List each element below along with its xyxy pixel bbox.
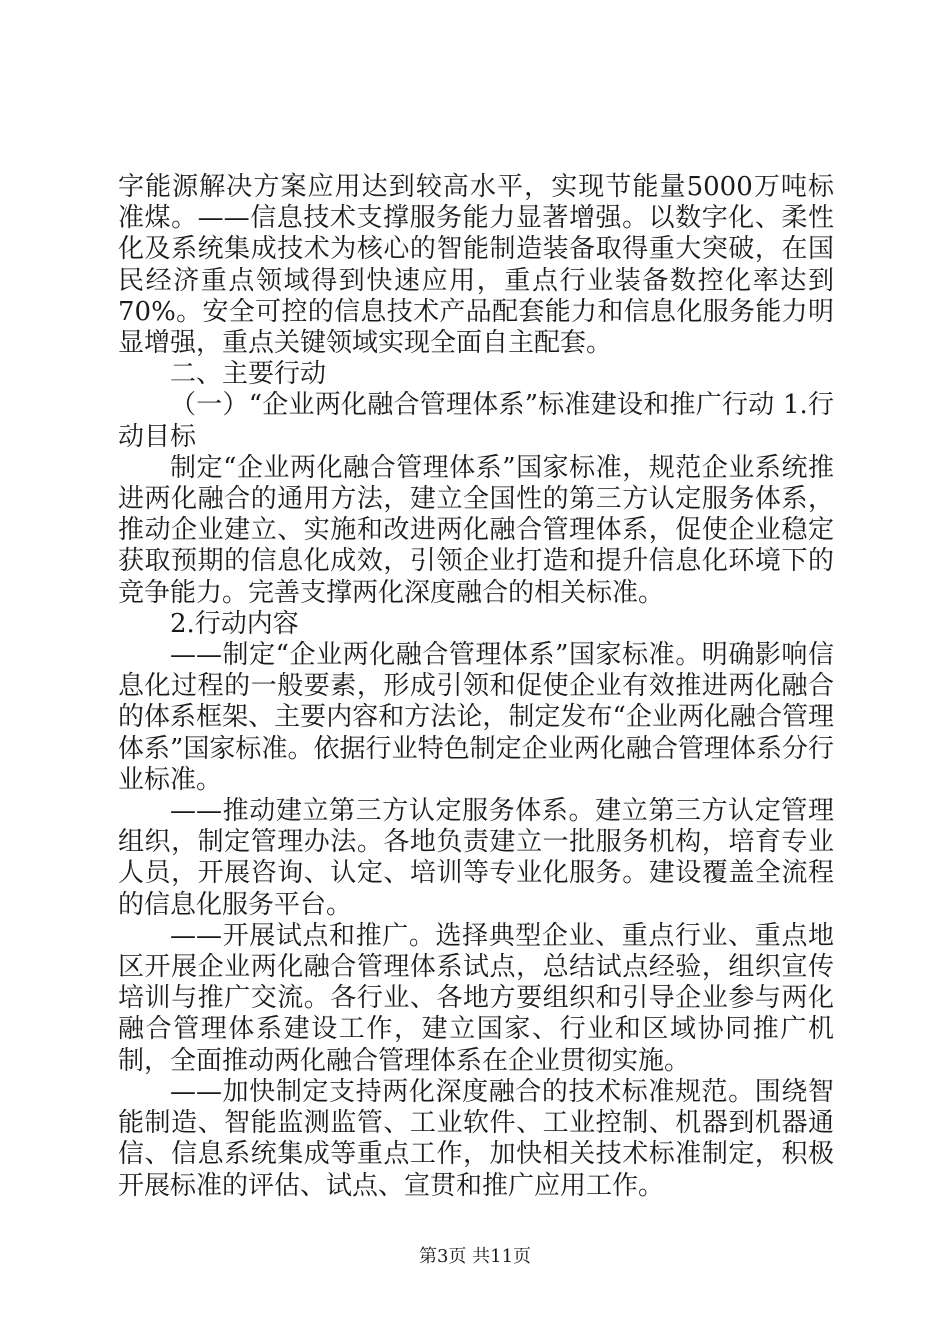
paragraph: 制定“企业两化融合管理体系”国家标准，规范企业系统推进两化融合的通用方法，建立全国性的第三方认定服务体系，推动企业建立、实施和改进两化融合管理体系，促使企业稳定获取预期的信息化成效，引领企业打造和提升信息化环境下的竞争能力。完善支撑两化深度融合的相关标准。	[118, 452, 834, 608]
section-heading: 二、主要行动	[170, 359, 327, 390]
paragraph: ——制定“企业两化融合管理体系”国家标准。明确影响信息化过程的一般要素，形成引领和促使企业有效推进两化融合的体系框架、主要内容和方法论，制定发布“企业两化融合管理体系”国家标准。依据行业特色制定企业两化融合管理体系分行业标准。	[118, 640, 834, 795]
document-body	[118, 172, 834, 1202]
item-heading: 2.行动内容	[170, 608, 299, 639]
paragraph: ——开展试点和推广。选择典型企业、重点行业、重点地区开展企业两化融合管理体系试点，总结试点经验，组织宣传培训与推广交流。各行业、各地方要组织和引导企业参与两化融合管理体系建设工作，建立国家、行业和区域协同推广机制，全面推动两化融合管理体系在企业贯彻实施。	[118, 920, 834, 1076]
paragraph: ——推动建立第三方认定服务体系。建立第三方认定管理组织，制定管理办法。各地负责建立一批服务机构，培育专业人员，开展咨询、认定、培训等专业化服务。建设覆盖全流程的信息化服务平台。	[118, 796, 834, 920]
paragraph-continued: 字能源解决方案应用达到较高水平，实现节能量5000万吨标准煤。——信息技术支撑服务能力显著增强。以数字化、柔性化及系统集成技术为核心的智能制造装备取得重大突破，在国民经济重点领域得到快速应用，重点行业装备数控化率达到70%。安全可控的信息技术产品配套能力和信息化服务能力明显增强，重点关键领域实现全面自主配套。	[118, 172, 834, 359]
page-number: 第3页 共11页	[418, 1246, 532, 1267]
paragraph: ——加快制定支持两化深度融合的技术标准规范。围绕智能制造、智能监测监管、工业软件、工业控制、机器到机器通信、信息系统集成等重点工作，加快相关技术标准制定，积极开展标准的评估、试点、宣贯和推广应用工作。	[118, 1076, 834, 1201]
subsection-heading: （一）“企业两化融合管理体系”标准建设和推广行动 1.行动目标	[118, 390, 834, 452]
